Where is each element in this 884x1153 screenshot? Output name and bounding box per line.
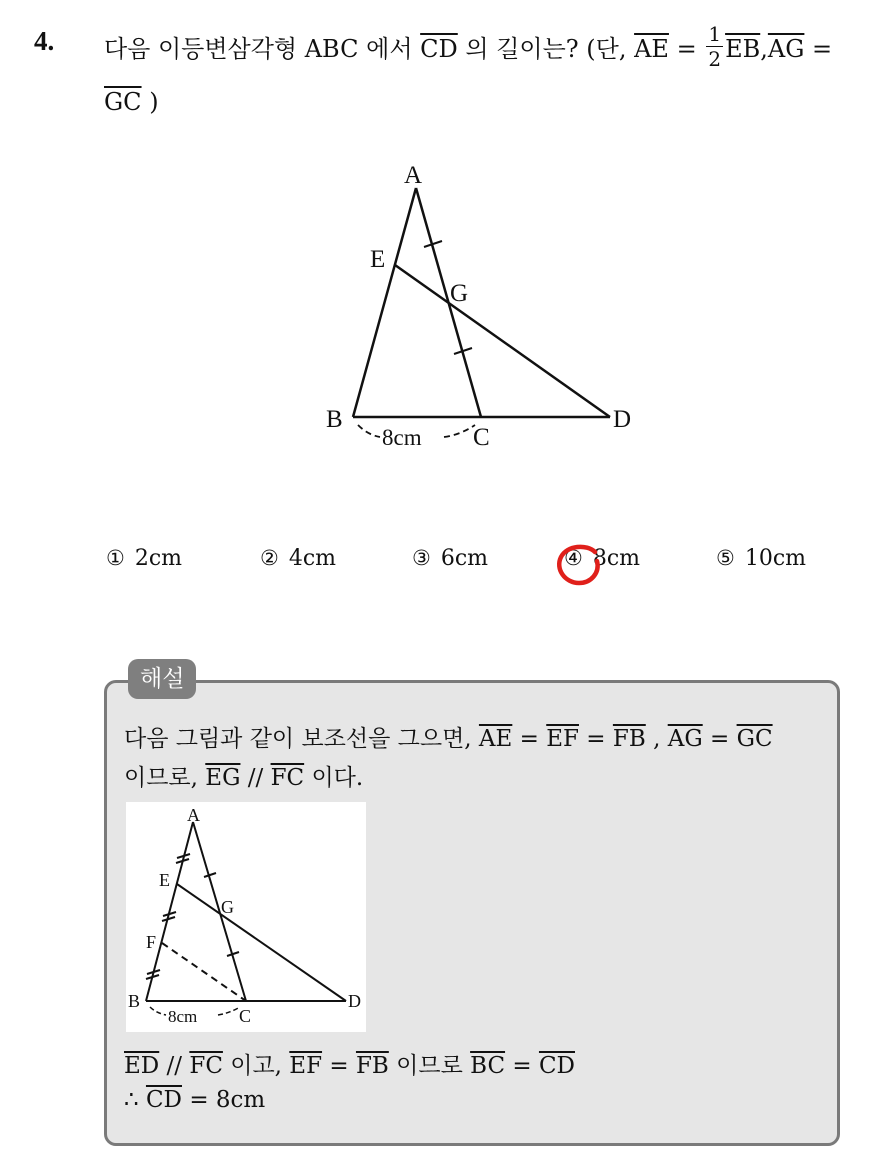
segment-ef: $\overline{EF}$ (289, 1053, 323, 1079)
label-e: E (159, 870, 170, 890)
choice-marker: ① (106, 546, 125, 570)
side-ab (353, 188, 416, 417)
segment-cd: $\overline{CD}$ (145, 1087, 182, 1113)
comma: , (653, 726, 661, 752)
choice-marker: ④ (564, 546, 583, 570)
choice-marker: ⑤ (716, 546, 735, 570)
segment-fc-dashed (162, 943, 246, 1001)
selected-answer-circle-icon (555, 543, 603, 587)
choice-text: 2cm (134, 546, 183, 571)
solution-text: 이다. (311, 765, 364, 791)
segment-ed (395, 265, 610, 417)
segment-fc: $\overline{FC}$ (270, 765, 305, 791)
choice-text: 4cm (288, 546, 337, 571)
choice-marker: ② (260, 546, 279, 570)
parallel-sign: // (247, 765, 264, 791)
solution-text: 이고, (230, 1053, 282, 1079)
choice-1[interactable] (106, 546, 182, 571)
label-g: G (450, 280, 469, 307)
label-f: F (146, 932, 157, 952)
choice-text: 6cm (440, 546, 489, 571)
choice-3[interactable] (412, 546, 488, 571)
fraction (706, 24, 723, 69)
question-text-part: 의 길이는? (단, (465, 35, 627, 63)
question-text-part: 다음 이등변삼각형 ABC 에서 (104, 35, 413, 63)
close-paren: ) (149, 88, 159, 116)
solution-line-3 (124, 1047, 575, 1080)
label-a: A (187, 805, 200, 825)
equals-sign: = (586, 726, 606, 752)
segment-eg: $\overline{EG}$ (205, 765, 241, 791)
question-text-line2 (104, 88, 159, 116)
side-ab (146, 822, 193, 1001)
solution-line-4 (124, 1087, 265, 1113)
solution-figure (126, 802, 366, 1032)
comma: , (760, 35, 768, 63)
parallel-sign: // (166, 1053, 183, 1079)
segment-ef: $\overline{EF}$ (546, 726, 579, 752)
therefore-sign: ∴ (124, 1087, 139, 1113)
label-b: B (326, 406, 343, 433)
dimension-arc-left (150, 1007, 166, 1015)
choice-2[interactable] (260, 546, 336, 571)
equals-sign: = (189, 1087, 209, 1113)
segment-ed (177, 884, 346, 1001)
segment-ag: $\overline{AG}$ (667, 726, 703, 752)
label-g: G (221, 897, 234, 917)
dimension-arc-right (218, 1007, 240, 1015)
triangle-figure (320, 155, 650, 455)
question-number: 4. (34, 26, 55, 56)
equals-sign: = (710, 726, 730, 752)
segment-cd: $\overline{CD}$ (538, 1053, 575, 1079)
label-c: C (239, 1006, 252, 1026)
solution-text: 이므로, (124, 765, 198, 791)
segment-ed: $\overline{ED}$ (124, 1053, 160, 1079)
segment-eb: $\overline{EB}$ (725, 35, 761, 63)
label-d: D (613, 406, 632, 433)
fraction-numerator: 1 (708, 22, 722, 46)
answer-value: 8cm (215, 1087, 266, 1113)
solution-text: 이므로 (396, 1053, 463, 1079)
label-c: C (473, 424, 490, 451)
segment-fb: $\overline{FB}$ (355, 1053, 389, 1079)
label-d: D (348, 991, 361, 1011)
solution-text: 다음 그림과 같이 보조선을 그으면, (124, 726, 472, 752)
segment-ag: $\overline{AG}$ (767, 35, 805, 63)
equals-sign: = (512, 1053, 532, 1079)
segment-cd: $\overline{CD}$ (420, 35, 458, 63)
label-bc-length: 8cm (382, 425, 422, 450)
solution-tag: 해설 (128, 659, 196, 699)
question-text (104, 22, 833, 73)
choice-marker: ③ (412, 546, 431, 570)
solution-line-2 (124, 759, 363, 792)
side-ac (193, 822, 246, 1001)
dimension-arc-left (358, 425, 380, 437)
label-e: E (370, 246, 386, 273)
choice-5[interactable] (716, 546, 806, 571)
equals-sign: = (676, 35, 697, 63)
segment-bc: $\overline{BC}$ (470, 1053, 506, 1079)
label-b: B (128, 991, 141, 1011)
equals-sign: = (329, 1053, 349, 1079)
fraction-denominator: 2 (708, 47, 722, 71)
segment-fc: $\overline{FC}$ (189, 1053, 223, 1079)
segment-ae: $\overline{AE}$ (634, 35, 669, 63)
segment-fb: $\overline{FB}$ (612, 726, 646, 752)
segment-gc: $\overline{GC}$ (104, 88, 142, 116)
solution-line-1 (124, 720, 773, 753)
choice-text: 10cm (744, 546, 807, 571)
segment-gc: $\overline{GC}$ (736, 726, 773, 752)
equals-sign: = (519, 726, 539, 752)
dimension-arc-right (444, 425, 475, 437)
choice-text: 8cm (592, 546, 641, 571)
label-a: A (404, 162, 423, 189)
label-bc-length: 8cm (168, 1007, 198, 1026)
segment-ae: $\overline{AE}$ (478, 726, 513, 752)
equals-sign: = (812, 35, 833, 63)
